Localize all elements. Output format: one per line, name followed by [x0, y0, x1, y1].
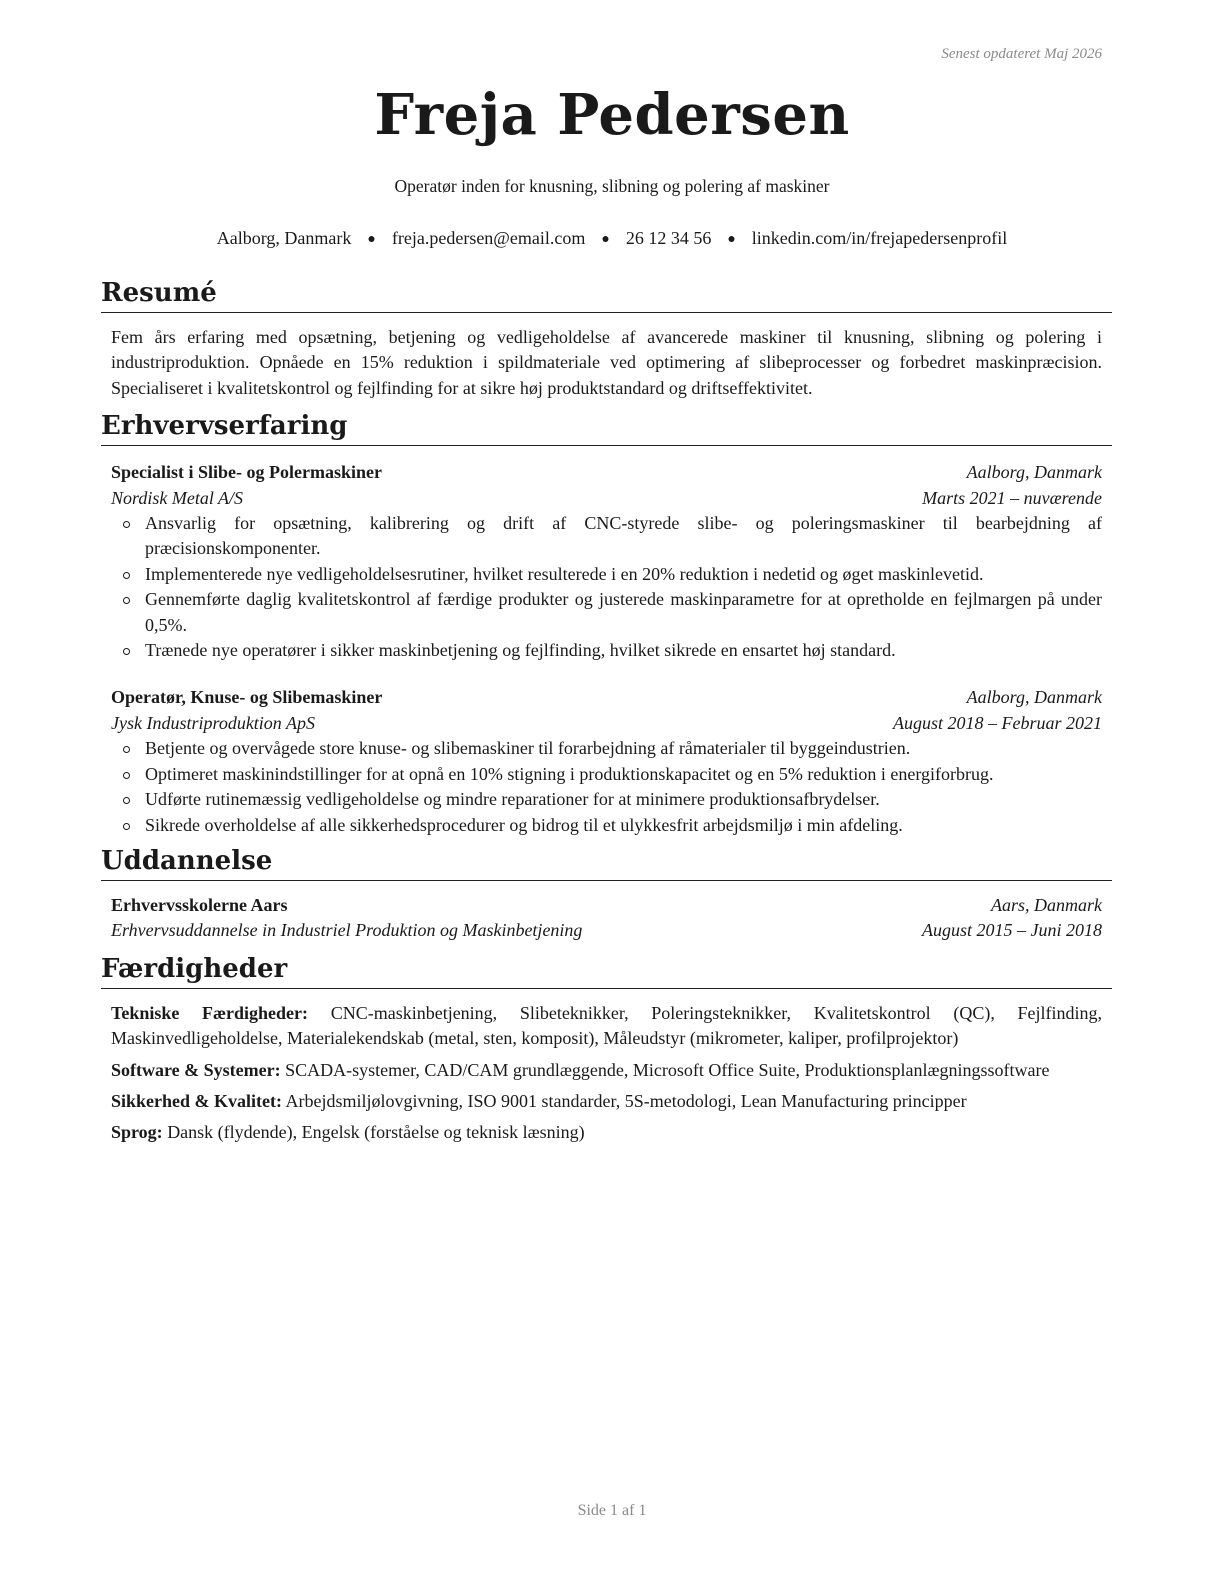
skill-label: Sprog: — [111, 1122, 163, 1143]
job-role: Specialist i Slibe- og Polermaskiner — [111, 462, 382, 483]
job-entry — [111, 685, 1102, 837]
job-title: Operatør inden for knusning, slibning og polering af maskiner — [394, 176, 830, 196]
job-dates: Marts 2021 – nuværende — [922, 487, 1102, 508]
candidate-name: Freja Pedersen — [374, 82, 850, 148]
contact-email[interactable]: freja.pedersen@email.com — [391, 228, 586, 248]
skills-list — [101, 1001, 1112, 1146]
skill-label: Tekniske Færdigheder: — [111, 1002, 309, 1023]
bullet-separator: ● — [367, 232, 376, 247]
summary-text: Fem års erfaring med opsætning, betjening og vedligeholdelse af avancerede maskiner til knusning, slibning og polering i industriproduktion. Opnåede en 15% reduktion i spildmateriale ved optimering af slibeprocesser og forbedret maskinpræcision. Specialiseret i kvalitetskontrol og fejlfinding for at sikre høj produktstandard og driftseffektivitet. — [111, 327, 1102, 398]
job-bullet: Gennemførte daglig kvalitetskontrol af færdige produkter og justerede maskinparametre for at opretholde en fejlmargen på under 0,5%. — [145, 587, 1102, 638]
skill-group — [111, 1001, 1102, 1052]
page-number: Side 1 af 1 — [577, 1502, 647, 1519]
skill-text: Arbejdsmiljølovgivning, ISO 9001 standarder, 5S-metodologi, Lean Manufacturing principper — [285, 1090, 967, 1111]
job-dates: August 2018 – Februar 2021 — [893, 712, 1102, 733]
contact-line — [0, 228, 1224, 249]
skill-group — [111, 1089, 1102, 1114]
section-title-skills: Færdigheder — [101, 952, 1112, 989]
job-bullet: Udførte rutinemæssig vedligeholdelse og mindre reparationer for at minimere produktionsafbrydelser. — [145, 787, 1102, 812]
section-title-summary: Resumé — [101, 276, 1112, 313]
bullet-separator: ● — [601, 232, 610, 247]
job-location: Aalborg, Danmark — [966, 462, 1102, 483]
skill-label: Software & Systemer: — [111, 1059, 281, 1080]
job-bullet: Ansvarlig for opsætning, kalibrering og drift af CNC-styrede slibe- og poleringsmaskiner til bearbejdning af præcisionskomponenter. — [145, 511, 1102, 562]
education-dates: August 2015 – Juni 2018 — [922, 920, 1102, 941]
job-bullet: Sikrede overholdelse af alle sikkerhedsprocedurer og bidrog til et ulykkesfrit arbejdsmiljø i min afdeling. — [145, 813, 1102, 838]
job-company: Nordisk Metal A/S — [111, 487, 243, 508]
skill-label: Sikkerhed & Kvalitet: — [111, 1090, 282, 1111]
job-bullet: Trænede nye operatører i sikker maskinbetjening og fejlfinding, hvilket sikrede en ensartet høj standard. — [145, 638, 1102, 663]
section-title-education: Uddannelse — [101, 844, 1112, 881]
contact-linkedin[interactable]: linkedin.com/in/frejapedersenprofil — [751, 228, 1008, 248]
skill-group — [111, 1120, 1102, 1145]
job-bullet: Optimeret maskinindstillinger for at opnå en 10% stigning i produktionskapacitet og en 5% reduktion i energiforbrug. — [145, 762, 1102, 787]
skill-text: SCADA-systemer, CAD/CAM grundlæggende, Microsoft Office Suite, Produktionsplanlægningssoftware — [285, 1059, 1050, 1080]
last-updated: Senest opdateret Maj 2026 — [941, 46, 1102, 62]
job-bullet: Betjente og overvågede store knuse- og slibemaskiner til forarbejdning af råmaterialer til byggeindustrien. — [145, 736, 1102, 761]
skill-text: CNC-maskinbetjening, Slibeteknikker, Poleringsteknikker, Kvalitetskontrol (QC), Fejlfinding, Maskinvedligeholdelse, Materialekendskab (metal, sten, komposit), Måleudstyr (mikrometer, kaliper, profilprojektor) — [111, 1002, 1103, 1049]
skill-group — [111, 1058, 1102, 1083]
job-role: Operatør, Knuse- og Slibemaskiner — [111, 687, 383, 708]
resume-content — [101, 276, 1112, 1152]
contact-phone: 26 12 34 56 — [625, 228, 712, 248]
education-degree: Erhvervsuddannelse in Industriel Produktion og Maskinbetjening — [111, 920, 583, 941]
job-bullets — [111, 736, 1102, 838]
bullet-separator: ● — [727, 232, 736, 247]
job-entry — [111, 460, 1102, 663]
education-entry — [111, 893, 1102, 944]
contact-location: Aalborg, Danmark — [216, 228, 352, 248]
section-title-experience: Erhvervserfaring — [101, 409, 1112, 446]
education-location: Aars, Danmark — [991, 894, 1102, 915]
job-bullet: Implementerede nye vedligeholdelsesrutiner, hvilket resulterede i en 20% reduktion i nedetid og øget maskinlevetid. — [145, 562, 1102, 587]
education-school: Erhvervsskolerne Aars — [111, 894, 288, 915]
job-bullets — [111, 511, 1102, 663]
skill-text: Dansk (flydende), Engelsk (forståelse og teknisk læsning) — [167, 1122, 585, 1143]
job-location: Aalborg, Danmark — [966, 687, 1102, 708]
job-company: Jysk Industriproduktion ApS — [111, 712, 315, 733]
